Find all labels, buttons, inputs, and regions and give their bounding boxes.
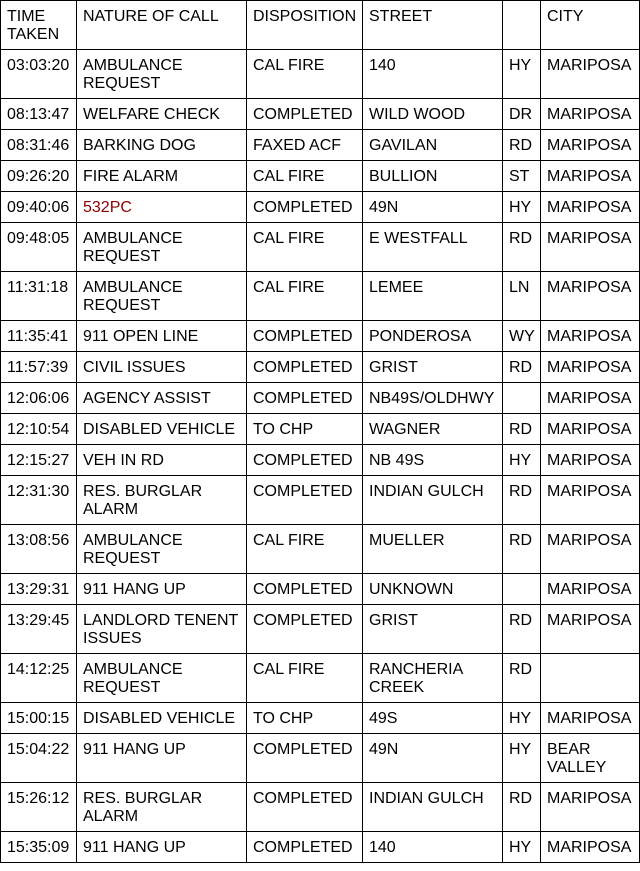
cell-street-suffix: HY	[503, 703, 541, 734]
cell-street: GRIST	[363, 352, 503, 383]
cell-disposition: COMPLETED	[247, 574, 363, 605]
cell-street: 49N	[363, 192, 503, 223]
cell-disposition: COMPLETED	[247, 321, 363, 352]
cell-street-suffix: RD	[503, 476, 541, 525]
cell-time: 13:29:31	[1, 574, 77, 605]
table-row	[1, 476, 640, 525]
cell-street: MUELLER	[363, 525, 503, 574]
cell-nature: BARKING DOG	[77, 130, 247, 161]
cell-nature: DISABLED VEHICLE	[77, 703, 247, 734]
table-row	[1, 99, 640, 130]
cell-disposition: CAL FIRE	[247, 50, 363, 99]
cell-nature: CIVIL ISSUES	[77, 352, 247, 383]
cell-time: 12:31:30	[1, 476, 77, 525]
cell-city: MARIPOSA	[541, 703, 640, 734]
cell-street-suffix: RD	[503, 414, 541, 445]
table-row	[1, 272, 640, 321]
cell-nature: AMBULANCE REQUEST	[77, 223, 247, 272]
cell-disposition: COMPLETED	[247, 734, 363, 783]
cell-time: 11:35:41	[1, 321, 77, 352]
cell-nature: VEH IN RD	[77, 445, 247, 476]
cell-disposition: CAL FIRE	[247, 161, 363, 192]
cell-time: 12:10:54	[1, 414, 77, 445]
cell-disposition: TO CHP	[247, 414, 363, 445]
cell-street-suffix: HY	[503, 445, 541, 476]
cell-city: MARIPOSA	[541, 161, 640, 192]
table-row	[1, 445, 640, 476]
cell-street-suffix: HY	[503, 192, 541, 223]
table-row	[1, 352, 640, 383]
cell-street-suffix: RD	[503, 223, 541, 272]
cell-time: 12:15:27	[1, 445, 77, 476]
cell-street-suffix: RD	[503, 605, 541, 654]
cell-time: 15:00:15	[1, 703, 77, 734]
column-header-disposition: DISPOSITION	[247, 1, 363, 50]
cell-street: GRIST	[363, 605, 503, 654]
cell-street: GAVILAN	[363, 130, 503, 161]
cell-street-suffix: RD	[503, 525, 541, 574]
cell-street-suffix: LN	[503, 272, 541, 321]
cell-time: 15:35:09	[1, 832, 77, 863]
cell-street: 49S	[363, 703, 503, 734]
cell-disposition: COMPLETED	[247, 832, 363, 863]
table-row	[1, 223, 640, 272]
cell-street-suffix: RD	[503, 352, 541, 383]
cell-time: 11:31:18	[1, 272, 77, 321]
cell-street-suffix: RD	[503, 783, 541, 832]
call-log-body	[1, 50, 640, 863]
table-row	[1, 654, 640, 703]
cell-nature: AGENCY ASSIST	[77, 383, 247, 414]
cell-city: MARIPOSA	[541, 50, 640, 99]
cell-city: BEAR VALLEY	[541, 734, 640, 783]
column-header-city: CITY	[541, 1, 640, 50]
cell-nature: AMBULANCE REQUEST	[77, 525, 247, 574]
cell-nature: 911 HANG UP	[77, 574, 247, 605]
cell-disposition: COMPLETED	[247, 476, 363, 525]
cell-street: 140	[363, 50, 503, 99]
cell-city: MARIPOSA	[541, 525, 640, 574]
table-row	[1, 734, 640, 783]
header-row	[1, 1, 640, 50]
cell-street-suffix: ST	[503, 161, 541, 192]
cell-street-suffix: DR	[503, 99, 541, 130]
cell-city: MARIPOSA	[541, 130, 640, 161]
cell-nature: WELFARE CHECK	[77, 99, 247, 130]
cell-street: WILD WOOD	[363, 99, 503, 130]
cell-street: E WESTFALL	[363, 223, 503, 272]
cell-time: 09:40:06	[1, 192, 77, 223]
cell-nature: 532PC	[77, 192, 247, 223]
cell-nature: LANDLORD TENENT ISSUES	[77, 605, 247, 654]
cell-street-suffix: HY	[503, 50, 541, 99]
cell-street: UNKNOWN	[363, 574, 503, 605]
cell-city: MARIPOSA	[541, 574, 640, 605]
cell-city: MARIPOSA	[541, 383, 640, 414]
cell-street: NB 49S	[363, 445, 503, 476]
cell-time: 12:06:06	[1, 383, 77, 414]
cell-nature: FIRE ALARM	[77, 161, 247, 192]
table-row	[1, 832, 640, 863]
cell-city: MARIPOSA	[541, 192, 640, 223]
cell-disposition: COMPLETED	[247, 383, 363, 414]
cell-city: MARIPOSA	[541, 223, 640, 272]
cell-nature: 911 HANG UP	[77, 734, 247, 783]
cell-disposition: COMPLETED	[247, 192, 363, 223]
cell-street-suffix: RD	[503, 654, 541, 703]
cell-city: MARIPOSA	[541, 272, 640, 321]
cell-street: BULLION	[363, 161, 503, 192]
cell-time: 08:13:47	[1, 99, 77, 130]
cell-time: 11:57:39	[1, 352, 77, 383]
cell-time: 08:31:46	[1, 130, 77, 161]
cell-disposition: COMPLETED	[247, 352, 363, 383]
cell-street: INDIAN GULCH	[363, 476, 503, 525]
cell-time: 15:04:22	[1, 734, 77, 783]
cell-disposition: CAL FIRE	[247, 654, 363, 703]
table-row	[1, 525, 640, 574]
cell-disposition: TO CHP	[247, 703, 363, 734]
cell-disposition: CAL FIRE	[247, 223, 363, 272]
table-row	[1, 783, 640, 832]
column-header-street: STREET	[363, 1, 503, 50]
cell-city: MARIPOSA	[541, 352, 640, 383]
cell-street: RANCHERIA CREEK	[363, 654, 503, 703]
cell-city: MARIPOSA	[541, 605, 640, 654]
cell-city: MARIPOSA	[541, 414, 640, 445]
cell-city: MARIPOSA	[541, 783, 640, 832]
cell-city: MARIPOSA	[541, 832, 640, 863]
table-row	[1, 321, 640, 352]
table-row	[1, 703, 640, 734]
cell-street-suffix: RD	[503, 130, 541, 161]
table-row	[1, 605, 640, 654]
cell-nature: AMBULANCE REQUEST	[77, 50, 247, 99]
column-header-time: TIME TAKEN	[1, 1, 77, 50]
cell-street: LEMEE	[363, 272, 503, 321]
cell-nature: RES. BURGLAR ALARM	[77, 783, 247, 832]
cell-city: MARIPOSA	[541, 99, 640, 130]
cell-nature: 911 OPEN LINE	[77, 321, 247, 352]
column-header-suffix	[503, 1, 541, 50]
cell-disposition: CAL FIRE	[247, 272, 363, 321]
cell-street: WAGNER	[363, 414, 503, 445]
cell-time: 13:08:56	[1, 525, 77, 574]
cell-time: 09:48:05	[1, 223, 77, 272]
cell-street: PONDEROSA	[363, 321, 503, 352]
cell-city: MARIPOSA	[541, 476, 640, 525]
table-row	[1, 130, 640, 161]
table-row	[1, 50, 640, 99]
cell-nature: AMBULANCE REQUEST	[77, 272, 247, 321]
cell-street: NB49S/OLDHWY	[363, 383, 503, 414]
cell-nature: DISABLED VEHICLE	[77, 414, 247, 445]
column-header-nature: NATURE OF CALL	[77, 1, 247, 50]
table-row	[1, 161, 640, 192]
cell-city: MARIPOSA	[541, 445, 640, 476]
cell-street-suffix: HY	[503, 832, 541, 863]
cell-nature: RES. BURGLAR ALARM	[77, 476, 247, 525]
cell-street-suffix: HY	[503, 734, 541, 783]
cell-disposition: COMPLETED	[247, 783, 363, 832]
cell-disposition: CAL FIRE	[247, 525, 363, 574]
table-row	[1, 574, 640, 605]
cell-disposition: COMPLETED	[247, 605, 363, 654]
cell-street: 49N	[363, 734, 503, 783]
cell-nature: 911 HANG UP	[77, 832, 247, 863]
cell-time: 09:26:20	[1, 161, 77, 192]
cell-time: 13:29:45	[1, 605, 77, 654]
cell-disposition: COMPLETED	[247, 445, 363, 476]
cell-time: 03:03:20	[1, 50, 77, 99]
cell-street-suffix	[503, 574, 541, 605]
cell-city: MARIPOSA	[541, 321, 640, 352]
cell-time: 14:12:25	[1, 654, 77, 703]
cell-street-suffix	[503, 383, 541, 414]
cell-disposition: COMPLETED	[247, 99, 363, 130]
table-row	[1, 383, 640, 414]
table-row	[1, 414, 640, 445]
cell-city	[541, 654, 640, 703]
cell-disposition: FAXED ACF	[247, 130, 363, 161]
cell-nature: AMBULANCE REQUEST	[77, 654, 247, 703]
cell-time: 15:26:12	[1, 783, 77, 832]
cell-street: INDIAN GULCH	[363, 783, 503, 832]
cell-street-suffix: WY	[503, 321, 541, 352]
cell-street: 140	[363, 832, 503, 863]
table-row	[1, 192, 640, 223]
